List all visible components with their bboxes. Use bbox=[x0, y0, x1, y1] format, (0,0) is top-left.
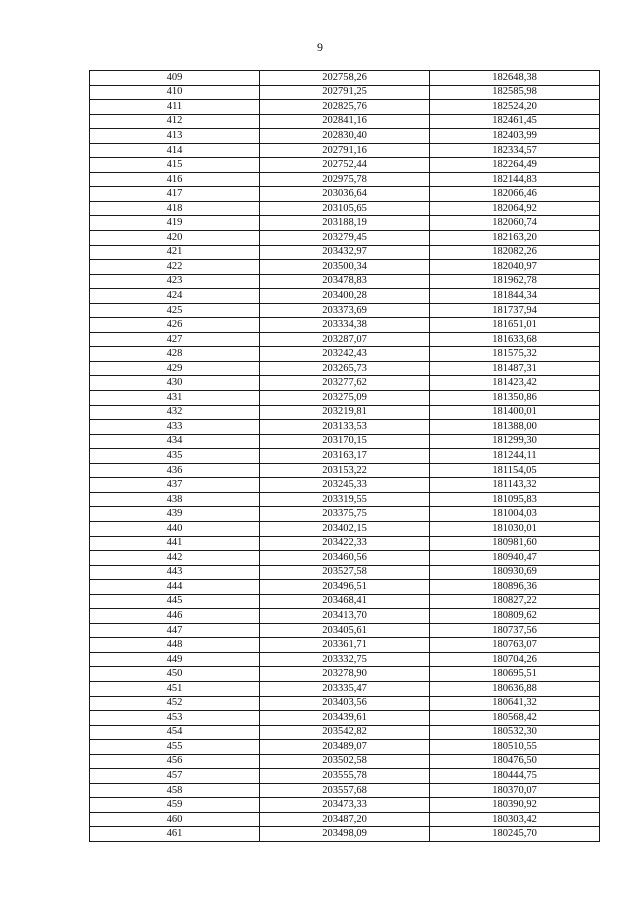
point-number-cell: 417 bbox=[90, 187, 260, 202]
y-coordinate-cell: 181004,03 bbox=[430, 507, 600, 522]
coordinates-table bbox=[89, 70, 600, 842]
x-coordinate-cell: 203361,71 bbox=[260, 638, 430, 653]
y-coordinate-cell: 181487,31 bbox=[430, 361, 600, 376]
x-coordinate-cell: 203432,97 bbox=[260, 245, 430, 260]
x-coordinate-cell: 202758,26 bbox=[260, 71, 430, 86]
table-row bbox=[90, 783, 600, 798]
x-coordinate-cell: 202825,76 bbox=[260, 100, 430, 115]
y-coordinate-cell: 181143,32 bbox=[430, 478, 600, 493]
table-row bbox=[90, 172, 600, 187]
x-coordinate-cell: 203500,34 bbox=[260, 260, 430, 275]
y-coordinate-cell: 181244,11 bbox=[430, 449, 600, 464]
y-coordinate-cell: 180476,50 bbox=[430, 754, 600, 769]
y-coordinate-cell: 182334,57 bbox=[430, 143, 600, 158]
y-coordinate-cell: 182064,92 bbox=[430, 201, 600, 216]
y-coordinate-cell: 180704,26 bbox=[430, 652, 600, 667]
x-coordinate-cell: 203334,38 bbox=[260, 318, 430, 333]
point-number-cell: 436 bbox=[90, 463, 260, 478]
x-coordinate-cell: 203036,64 bbox=[260, 187, 430, 202]
point-number-cell: 433 bbox=[90, 420, 260, 435]
table-row bbox=[90, 71, 600, 86]
table-row bbox=[90, 318, 600, 333]
x-coordinate-cell: 203555,78 bbox=[260, 769, 430, 784]
x-coordinate-cell: 203498,09 bbox=[260, 827, 430, 842]
table-row bbox=[90, 216, 600, 231]
x-coordinate-cell: 203335,47 bbox=[260, 681, 430, 696]
point-number-cell: 459 bbox=[90, 798, 260, 813]
table-row bbox=[90, 638, 600, 653]
x-coordinate-cell: 203496,51 bbox=[260, 580, 430, 595]
table-row bbox=[90, 623, 600, 638]
table-row bbox=[90, 129, 600, 144]
y-coordinate-cell: 180390,92 bbox=[430, 798, 600, 813]
x-coordinate-cell: 203279,45 bbox=[260, 231, 430, 246]
x-coordinate-cell: 203373,69 bbox=[260, 303, 430, 318]
y-coordinate-cell: 180303,42 bbox=[430, 812, 600, 827]
x-coordinate-cell: 203487,20 bbox=[260, 812, 430, 827]
x-coordinate-cell: 203188,19 bbox=[260, 216, 430, 231]
table-row bbox=[90, 289, 600, 304]
table-row bbox=[90, 725, 600, 740]
table-row bbox=[90, 521, 600, 536]
point-number-cell: 409 bbox=[90, 71, 260, 86]
x-coordinate-cell: 203275,09 bbox=[260, 391, 430, 406]
point-number-cell: 440 bbox=[90, 521, 260, 536]
point-number-cell: 435 bbox=[90, 449, 260, 464]
y-coordinate-cell: 182082,26 bbox=[430, 245, 600, 260]
y-coordinate-cell: 180737,56 bbox=[430, 623, 600, 638]
x-coordinate-cell: 203405,61 bbox=[260, 623, 430, 638]
x-coordinate-cell: 203219,81 bbox=[260, 405, 430, 420]
x-coordinate-cell: 203468,41 bbox=[260, 594, 430, 609]
x-coordinate-cell: 203478,83 bbox=[260, 274, 430, 289]
x-coordinate-cell: 202791,16 bbox=[260, 143, 430, 158]
y-coordinate-cell: 181299,30 bbox=[430, 434, 600, 449]
y-coordinate-cell: 180641,32 bbox=[430, 696, 600, 711]
x-coordinate-cell: 202752,44 bbox=[260, 158, 430, 173]
table-row bbox=[90, 260, 600, 275]
table-row bbox=[90, 492, 600, 507]
table-row bbox=[90, 274, 600, 289]
table-row bbox=[90, 449, 600, 464]
y-coordinate-cell: 181388,00 bbox=[430, 420, 600, 435]
point-number-cell: 444 bbox=[90, 580, 260, 595]
y-coordinate-cell: 181154,05 bbox=[430, 463, 600, 478]
y-coordinate-cell: 180568,42 bbox=[430, 711, 600, 726]
y-coordinate-cell: 182163,20 bbox=[430, 231, 600, 246]
x-coordinate-cell: 203332,75 bbox=[260, 652, 430, 667]
point-number-cell: 443 bbox=[90, 565, 260, 580]
point-number-cell: 451 bbox=[90, 681, 260, 696]
table-row bbox=[90, 478, 600, 493]
point-number-cell: 446 bbox=[90, 609, 260, 624]
table-row bbox=[90, 681, 600, 696]
y-coordinate-cell: 181962,78 bbox=[430, 274, 600, 289]
table-row bbox=[90, 405, 600, 420]
point-number-cell: 441 bbox=[90, 536, 260, 551]
table-row bbox=[90, 391, 600, 406]
point-number-cell: 429 bbox=[90, 361, 260, 376]
table-row bbox=[90, 769, 600, 784]
table-row bbox=[90, 652, 600, 667]
y-coordinate-cell: 180695,51 bbox=[430, 667, 600, 682]
x-coordinate-cell: 203133,53 bbox=[260, 420, 430, 435]
x-coordinate-cell: 203502,58 bbox=[260, 754, 430, 769]
point-number-cell: 454 bbox=[90, 725, 260, 740]
table-row bbox=[90, 303, 600, 318]
x-coordinate-cell: 203245,33 bbox=[260, 478, 430, 493]
point-number-cell: 421 bbox=[90, 245, 260, 260]
table-row bbox=[90, 347, 600, 362]
table-row bbox=[90, 609, 600, 624]
point-number-cell: 424 bbox=[90, 289, 260, 304]
table-row bbox=[90, 85, 600, 100]
table-row bbox=[90, 696, 600, 711]
point-number-cell: 423 bbox=[90, 274, 260, 289]
table-row bbox=[90, 187, 600, 202]
point-number-cell: 442 bbox=[90, 551, 260, 566]
table-row bbox=[90, 143, 600, 158]
x-coordinate-cell: 203402,15 bbox=[260, 521, 430, 536]
y-coordinate-cell: 181030,01 bbox=[430, 521, 600, 536]
y-coordinate-cell: 181737,94 bbox=[430, 303, 600, 318]
y-coordinate-cell: 182066,46 bbox=[430, 187, 600, 202]
table-row bbox=[90, 361, 600, 376]
y-coordinate-cell: 181095,83 bbox=[430, 492, 600, 507]
y-coordinate-cell: 180370,07 bbox=[430, 783, 600, 798]
point-number-cell: 452 bbox=[90, 696, 260, 711]
point-number-cell: 438 bbox=[90, 492, 260, 507]
x-coordinate-cell: 203439,61 bbox=[260, 711, 430, 726]
table-row bbox=[90, 551, 600, 566]
table-row bbox=[90, 740, 600, 755]
page-number: 9 bbox=[317, 40, 323, 54]
point-number-cell: 437 bbox=[90, 478, 260, 493]
table-row bbox=[90, 434, 600, 449]
x-coordinate-cell: 203473,33 bbox=[260, 798, 430, 813]
table-row bbox=[90, 100, 600, 115]
y-coordinate-cell: 180930,69 bbox=[430, 565, 600, 580]
point-number-cell: 410 bbox=[90, 85, 260, 100]
x-coordinate-cell: 203242,43 bbox=[260, 347, 430, 362]
point-number-cell: 456 bbox=[90, 754, 260, 769]
y-coordinate-cell: 181350,86 bbox=[430, 391, 600, 406]
point-number-cell: 419 bbox=[90, 216, 260, 231]
point-number-cell: 434 bbox=[90, 434, 260, 449]
x-coordinate-cell: 203542,82 bbox=[260, 725, 430, 740]
y-coordinate-cell: 182040,97 bbox=[430, 260, 600, 275]
table-row bbox=[90, 463, 600, 478]
x-coordinate-cell: 203403,56 bbox=[260, 696, 430, 711]
table-row bbox=[90, 201, 600, 216]
x-coordinate-cell: 203163,17 bbox=[260, 449, 430, 464]
x-coordinate-cell: 203170,15 bbox=[260, 434, 430, 449]
table-row bbox=[90, 376, 600, 391]
x-coordinate-cell: 203375,75 bbox=[260, 507, 430, 522]
y-coordinate-cell: 180896,36 bbox=[430, 580, 600, 595]
x-coordinate-cell: 203278,90 bbox=[260, 667, 430, 682]
y-coordinate-cell: 181575,32 bbox=[430, 347, 600, 362]
x-coordinate-cell: 203422,33 bbox=[260, 536, 430, 551]
y-coordinate-cell: 180763,07 bbox=[430, 638, 600, 653]
point-number-cell: 412 bbox=[90, 114, 260, 129]
table-row bbox=[90, 332, 600, 347]
y-coordinate-cell: 180245,70 bbox=[430, 827, 600, 842]
point-number-cell: 418 bbox=[90, 201, 260, 216]
point-number-cell: 460 bbox=[90, 812, 260, 827]
x-coordinate-cell: 203277,62 bbox=[260, 376, 430, 391]
table-row bbox=[90, 420, 600, 435]
table-row bbox=[90, 594, 600, 609]
point-number-cell: 422 bbox=[90, 260, 260, 275]
point-number-cell: 426 bbox=[90, 318, 260, 333]
y-coordinate-cell: 182060,74 bbox=[430, 216, 600, 231]
point-number-cell: 432 bbox=[90, 405, 260, 420]
y-coordinate-cell: 182144,83 bbox=[430, 172, 600, 187]
point-number-cell: 453 bbox=[90, 711, 260, 726]
table-row bbox=[90, 114, 600, 129]
point-number-cell: 461 bbox=[90, 827, 260, 842]
x-coordinate-cell: 202791,25 bbox=[260, 85, 430, 100]
x-coordinate-cell: 203319,55 bbox=[260, 492, 430, 507]
y-coordinate-cell: 180981,60 bbox=[430, 536, 600, 551]
y-coordinate-cell: 181844,34 bbox=[430, 289, 600, 304]
y-coordinate-cell: 182524,20 bbox=[430, 100, 600, 115]
x-coordinate-cell: 202841,16 bbox=[260, 114, 430, 129]
point-number-cell: 415 bbox=[90, 158, 260, 173]
table-row bbox=[90, 231, 600, 246]
table-row bbox=[90, 754, 600, 769]
x-coordinate-cell: 203413,70 bbox=[260, 609, 430, 624]
point-number-cell: 457 bbox=[90, 769, 260, 784]
point-number-cell: 450 bbox=[90, 667, 260, 682]
x-coordinate-cell: 203265,73 bbox=[260, 361, 430, 376]
point-number-cell: 439 bbox=[90, 507, 260, 522]
y-coordinate-cell: 182648,38 bbox=[430, 71, 600, 86]
y-coordinate-cell: 181651,01 bbox=[430, 318, 600, 333]
y-coordinate-cell: 180532,30 bbox=[430, 725, 600, 740]
table-row bbox=[90, 245, 600, 260]
point-number-cell: 430 bbox=[90, 376, 260, 391]
x-coordinate-cell: 202830,40 bbox=[260, 129, 430, 144]
table-row bbox=[90, 812, 600, 827]
table-row bbox=[90, 158, 600, 173]
table-row bbox=[90, 565, 600, 580]
x-coordinate-cell: 203105,65 bbox=[260, 201, 430, 216]
x-coordinate-cell: 203557,68 bbox=[260, 783, 430, 798]
table-row bbox=[90, 536, 600, 551]
point-number-cell: 428 bbox=[90, 347, 260, 362]
x-coordinate-cell: 203400,28 bbox=[260, 289, 430, 304]
y-coordinate-cell: 182403,99 bbox=[430, 129, 600, 144]
point-number-cell: 411 bbox=[90, 100, 260, 115]
table-row bbox=[90, 507, 600, 522]
y-coordinate-cell: 181423,42 bbox=[430, 376, 600, 391]
y-coordinate-cell: 180809,62 bbox=[430, 609, 600, 624]
y-coordinate-cell: 182264,49 bbox=[430, 158, 600, 173]
y-coordinate-cell: 182461,45 bbox=[430, 114, 600, 129]
y-coordinate-cell: 181633,68 bbox=[430, 332, 600, 347]
x-coordinate-cell: 203527,58 bbox=[260, 565, 430, 580]
point-number-cell: 414 bbox=[90, 143, 260, 158]
point-number-cell: 448 bbox=[90, 638, 260, 653]
point-number-cell: 420 bbox=[90, 231, 260, 246]
point-number-cell: 431 bbox=[90, 391, 260, 406]
point-number-cell: 427 bbox=[90, 332, 260, 347]
table-row bbox=[90, 798, 600, 813]
y-coordinate-cell: 180510,55 bbox=[430, 740, 600, 755]
x-coordinate-cell: 203153,22 bbox=[260, 463, 430, 478]
coordinates-table-body bbox=[90, 71, 600, 842]
point-number-cell: 455 bbox=[90, 740, 260, 755]
y-coordinate-cell: 180444,75 bbox=[430, 769, 600, 784]
y-coordinate-cell: 180827,22 bbox=[430, 594, 600, 609]
point-number-cell: 413 bbox=[90, 129, 260, 144]
point-number-cell: 416 bbox=[90, 172, 260, 187]
table-row bbox=[90, 580, 600, 595]
table-row bbox=[90, 827, 600, 842]
y-coordinate-cell: 181400,01 bbox=[430, 405, 600, 420]
y-coordinate-cell: 180940,47 bbox=[430, 551, 600, 566]
point-number-cell: 458 bbox=[90, 783, 260, 798]
x-coordinate-cell: 202975,78 bbox=[260, 172, 430, 187]
table-row bbox=[90, 667, 600, 682]
table-row bbox=[90, 711, 600, 726]
point-number-cell: 449 bbox=[90, 652, 260, 667]
point-number-cell: 445 bbox=[90, 594, 260, 609]
x-coordinate-cell: 203460,56 bbox=[260, 551, 430, 566]
point-number-cell: 447 bbox=[90, 623, 260, 638]
x-coordinate-cell: 203287,07 bbox=[260, 332, 430, 347]
y-coordinate-cell: 180636,88 bbox=[430, 681, 600, 696]
point-number-cell: 425 bbox=[90, 303, 260, 318]
y-coordinate-cell: 182585,98 bbox=[430, 85, 600, 100]
x-coordinate-cell: 203489,07 bbox=[260, 740, 430, 755]
